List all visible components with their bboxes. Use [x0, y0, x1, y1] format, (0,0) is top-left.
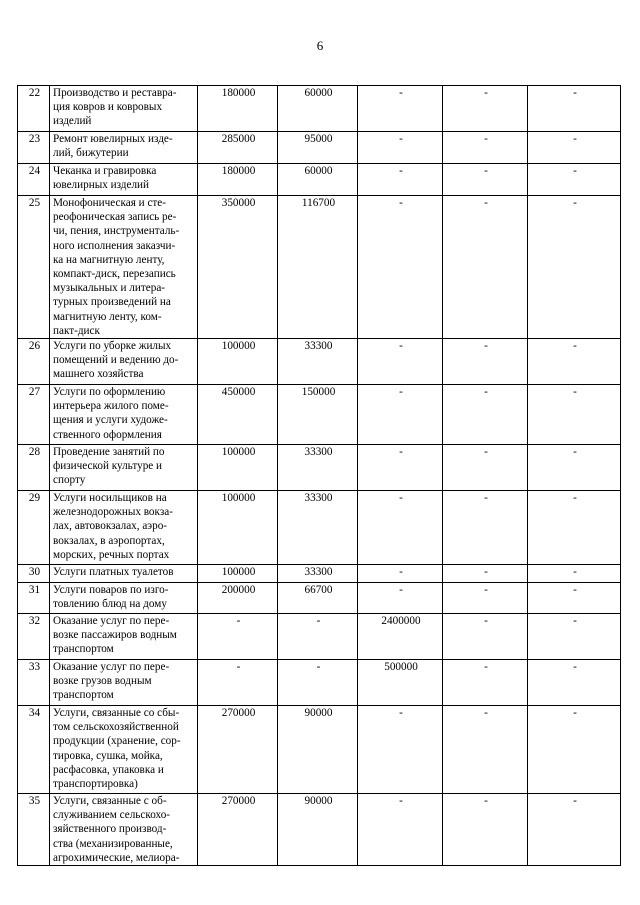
value-col-5: -: [528, 339, 621, 385]
table-row: [18, 164, 621, 196]
value-col-4: -: [443, 339, 528, 385]
row-number: 26: [18, 339, 50, 385]
value-col-3: -: [358, 196, 443, 339]
value-col-2: -: [278, 614, 358, 660]
value-col-2: 60000: [278, 164, 358, 196]
row-number: 24: [18, 164, 50, 196]
value-col-3: -: [358, 385, 443, 445]
value-col-3: -: [358, 583, 443, 614]
value-col-5: -: [528, 491, 621, 565]
value-col-4: -: [443, 583, 528, 614]
value-col-5: -: [528, 132, 621, 164]
service-description: Услуги по уборке жилых помещений и ведению до- машнего хозяйства: [50, 339, 198, 385]
table-row: [18, 86, 621, 132]
row-number: 31: [18, 583, 50, 614]
value-col-1: 270000: [198, 706, 278, 794]
value-col-1: 180000: [198, 86, 278, 132]
table-row: [18, 794, 621, 866]
value-col-5: -: [528, 164, 621, 196]
value-col-4: -: [443, 794, 528, 866]
value-col-5: -: [528, 385, 621, 445]
value-col-1: 100000: [198, 339, 278, 385]
value-col-5: -: [528, 565, 621, 583]
value-col-1: 285000: [198, 132, 278, 164]
service-description: Проведение занятий по физической культуре и спорту: [50, 445, 198, 491]
value-col-4: -: [443, 660, 528, 706]
service-description: Услуги платных туалетов: [50, 565, 198, 583]
value-col-1: 350000: [198, 196, 278, 339]
value-col-3: 500000: [358, 660, 443, 706]
row-number: 23: [18, 132, 50, 164]
value-col-5: -: [528, 445, 621, 491]
row-number: 35: [18, 794, 50, 866]
value-col-3: -: [358, 565, 443, 583]
value-col-4: -: [443, 614, 528, 660]
value-col-3: -: [358, 339, 443, 385]
value-col-2: 33300: [278, 565, 358, 583]
row-number: 27: [18, 385, 50, 445]
services-table: [17, 85, 621, 866]
row-number: 34: [18, 706, 50, 794]
row-number: 29: [18, 491, 50, 565]
row-number: 32: [18, 614, 50, 660]
value-col-5: -: [528, 794, 621, 866]
table-row: [18, 196, 621, 339]
row-number: 25: [18, 196, 50, 339]
table-row: [18, 339, 621, 385]
value-col-2: -: [278, 660, 358, 706]
value-col-2: 116700: [278, 196, 358, 339]
value-col-1: -: [198, 660, 278, 706]
row-number: 22: [18, 86, 50, 132]
value-col-3: -: [358, 491, 443, 565]
row-number: 33: [18, 660, 50, 706]
value-col-1: 180000: [198, 164, 278, 196]
service-description: Производство и реставра- ция ковров и ковровых изделий: [50, 86, 198, 132]
value-col-4: -: [443, 86, 528, 132]
service-description: Услуги, связанные с об- служиванием сельскохо- зяйственного производ- ства (механизированные, агрохимические, мелиора-: [50, 794, 198, 866]
service-description: Услуги поваров по изго- товлению блюд на дому: [50, 583, 198, 614]
page-number: 6: [316, 38, 324, 53]
table-row: [18, 614, 621, 660]
service-description: Услуги, связанные со сбы- том сельскохозяйственной продукции (хранение, сор- тировка, сушка, мойка, расфасовка, упаковка и транспортировка): [50, 706, 198, 794]
value-col-4: -: [443, 445, 528, 491]
value-col-1: 100000: [198, 445, 278, 491]
service-description: Чеканка и гравировка ювелирных изделий: [50, 164, 198, 196]
service-description: Услуги носильщиков на железнодорожных вокза- лах, автовокзалах, аэро- вокзалах, в аэропортах, морских, речных портах: [50, 491, 198, 565]
value-col-5: -: [528, 196, 621, 339]
value-col-2: 33300: [278, 339, 358, 385]
value-col-2: 33300: [278, 491, 358, 565]
value-col-4: -: [443, 196, 528, 339]
value-col-1: 200000: [198, 583, 278, 614]
value-col-4: -: [443, 706, 528, 794]
value-col-5: -: [528, 660, 621, 706]
row-number: 28: [18, 445, 50, 491]
value-col-2: 150000: [278, 385, 358, 445]
value-col-2: 66700: [278, 583, 358, 614]
table-row: [18, 660, 621, 706]
value-col-3: -: [358, 132, 443, 164]
table-row: [18, 385, 621, 445]
service-description: Оказание услуг по пере- возке пассажиров водным транспортом: [50, 614, 198, 660]
table-row: [18, 132, 621, 164]
value-col-5: -: [528, 614, 621, 660]
value-col-1: 100000: [198, 565, 278, 583]
value-col-1: -: [198, 614, 278, 660]
value-col-3: -: [358, 86, 443, 132]
value-col-4: -: [443, 491, 528, 565]
value-col-4: -: [443, 164, 528, 196]
value-col-2: 90000: [278, 706, 358, 794]
value-col-2: 60000: [278, 86, 358, 132]
value-col-5: -: [528, 706, 621, 794]
table-row: [18, 583, 621, 614]
value-col-2: 33300: [278, 445, 358, 491]
table-row: [18, 445, 621, 491]
value-col-3: -: [358, 794, 443, 866]
service-description: Ремонт ювелирных изде- лий, бижутерии: [50, 132, 198, 164]
value-col-3: -: [358, 445, 443, 491]
value-col-2: 95000: [278, 132, 358, 164]
service-description: Услуги по оформлению интерьера жилого поме- щения и услуги художе- ственного оформления: [50, 385, 198, 445]
value-col-1: 270000: [198, 794, 278, 866]
value-col-3: -: [358, 164, 443, 196]
value-col-1: 450000: [198, 385, 278, 445]
value-col-2: 90000: [278, 794, 358, 866]
value-col-4: -: [443, 385, 528, 445]
value-col-3: -: [358, 706, 443, 794]
service-description: Монофоническая и сте- реофоническая запись ре- чи, пения, инструменталь- ного исполнения заказчи- ка на магнитную ленту, компакт-диск, перезапись музыкальных и литера- турных произведений на магнитную ленту, ком- пакт-диск: [50, 196, 198, 339]
row-number: 30: [18, 565, 50, 583]
value-col-4: -: [443, 132, 528, 164]
service-description: Оказание услуг по пере- возке грузов водным транспортом: [50, 660, 198, 706]
value-col-4: -: [443, 565, 528, 583]
value-col-1: 100000: [198, 491, 278, 565]
table-row: [18, 706, 621, 794]
value-col-5: -: [528, 583, 621, 614]
table-row: [18, 491, 621, 565]
value-col-3: 2400000: [358, 614, 443, 660]
value-col-5: -: [528, 86, 621, 132]
table-row: [18, 565, 621, 583]
